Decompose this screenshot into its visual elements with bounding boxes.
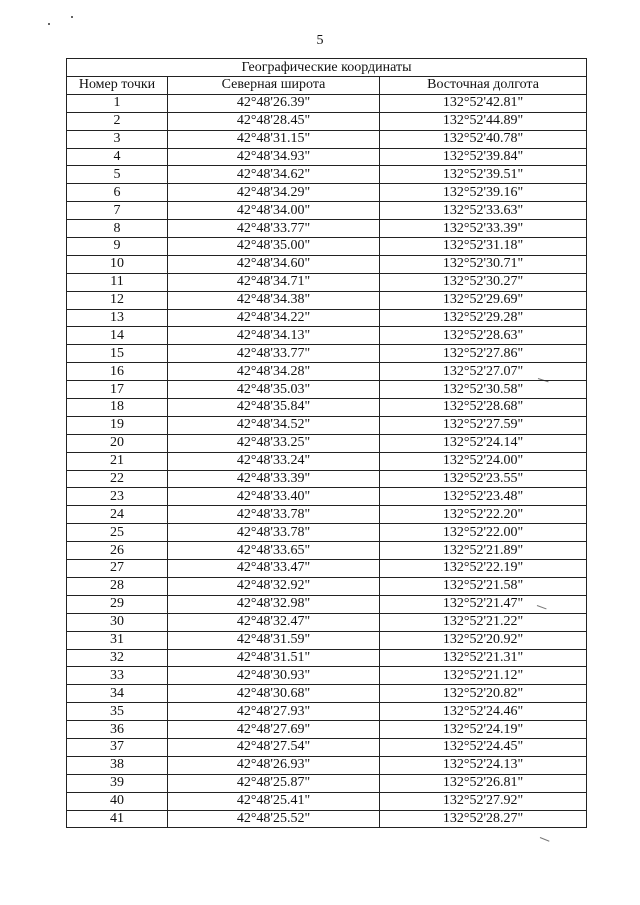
- longitude-cell: 132°52'29.69": [380, 291, 587, 309]
- point-number-cell: 19: [67, 416, 168, 434]
- latitude-cell: 42°48'26.39": [168, 94, 380, 112]
- table-row: [67, 112, 587, 130]
- latitude-cell: 42°48'33.78": [168, 524, 380, 542]
- longitude-cell: 132°52'21.89": [380, 542, 587, 560]
- latitude-cell: 42°48'34.52": [168, 416, 380, 434]
- longitude-cell: 132°52'23.48": [380, 488, 587, 506]
- table-body: [67, 94, 587, 828]
- table-row: [67, 542, 587, 560]
- table-row: [67, 774, 587, 792]
- point-number-cell: 17: [67, 381, 168, 399]
- latitude-cell: 42°48'27.54": [168, 738, 380, 756]
- table-row: [67, 327, 587, 345]
- table-row: [67, 309, 587, 327]
- point-number-cell: 41: [67, 810, 168, 828]
- longitude-cell: 132°52'26.81": [380, 774, 587, 792]
- latitude-cell: 42°48'34.71": [168, 273, 380, 291]
- point-number-cell: 10: [67, 255, 168, 273]
- latitude-cell: 42°48'27.93": [168, 703, 380, 721]
- table-row: [67, 577, 587, 595]
- longitude-cell: 132°52'28.63": [380, 327, 587, 345]
- table-row: [67, 452, 587, 470]
- latitude-cell: 42°48'27.69": [168, 721, 380, 739]
- longitude-cell: 132°52'42.81": [380, 94, 587, 112]
- table-row: [67, 416, 587, 434]
- latitude-cell: 42°48'34.13": [168, 327, 380, 345]
- latitude-cell: 42°48'33.24": [168, 452, 380, 470]
- point-number-cell: 13: [67, 309, 168, 327]
- longitude-cell: 132°52'21.22": [380, 613, 587, 631]
- longitude-cell: 132°52'27.07": [380, 363, 587, 381]
- longitude-cell: 132°52'24.00": [380, 452, 587, 470]
- latitude-cell: 42°48'33.65": [168, 542, 380, 560]
- longitude-cell: 132°52'23.55": [380, 470, 587, 488]
- point-number-cell: 35: [67, 703, 168, 721]
- latitude-cell: 42°48'32.98": [168, 595, 380, 613]
- point-number-cell: 36: [67, 721, 168, 739]
- coordinates-table: [66, 58, 587, 828]
- longitude-cell: 132°52'31.18": [380, 238, 587, 256]
- table-row: [67, 202, 587, 220]
- table-row: [67, 613, 587, 631]
- table-row: [67, 506, 587, 524]
- longitude-cell: 132°52'30.58": [380, 381, 587, 399]
- page-number: 5: [316, 33, 324, 48]
- latitude-cell: 42°48'35.84": [168, 399, 380, 417]
- table-row: [67, 363, 587, 381]
- scan-speck: [71, 16, 73, 18]
- latitude-cell: 42°48'25.87": [168, 774, 380, 792]
- point-number-cell: 23: [67, 488, 168, 506]
- point-number-cell: 34: [67, 685, 168, 703]
- longitude-cell: 132°52'40.78": [380, 130, 587, 148]
- header-north-latitude: Северная широта: [168, 77, 380, 95]
- point-number-cell: 26: [67, 542, 168, 560]
- latitude-cell: 42°48'33.40": [168, 488, 380, 506]
- table-row: [67, 220, 587, 238]
- point-number-cell: 21: [67, 452, 168, 470]
- table-row: [67, 184, 587, 202]
- latitude-cell: 42°48'35.00": [168, 238, 380, 256]
- table-row: [67, 560, 587, 578]
- point-number-cell: 24: [67, 506, 168, 524]
- table-row: [67, 721, 587, 739]
- table-row: [67, 130, 587, 148]
- longitude-cell: 132°52'22.20": [380, 506, 587, 524]
- longitude-cell: 132°52'21.47": [380, 595, 587, 613]
- table-row: [67, 291, 587, 309]
- table-row: [67, 273, 587, 291]
- point-number-cell: 1: [67, 94, 168, 112]
- longitude-cell: 132°52'24.19": [380, 721, 587, 739]
- latitude-cell: 42°48'33.78": [168, 506, 380, 524]
- table-title-row: [67, 59, 587, 77]
- point-number-cell: 30: [67, 613, 168, 631]
- latitude-cell: 42°48'26.93": [168, 756, 380, 774]
- point-number-cell: 11: [67, 273, 168, 291]
- table-row: [67, 649, 587, 667]
- longitude-cell: 132°52'22.00": [380, 524, 587, 542]
- table-row: [67, 255, 587, 273]
- point-number-cell: 32: [67, 649, 168, 667]
- table-row: [67, 166, 587, 184]
- latitude-cell: 42°48'34.93": [168, 148, 380, 166]
- latitude-cell: 42°48'31.15": [168, 130, 380, 148]
- point-number-cell: 14: [67, 327, 168, 345]
- table-row: [67, 381, 587, 399]
- longitude-cell: 132°52'39.16": [380, 184, 587, 202]
- pen-tick-mark: [540, 837, 550, 842]
- latitude-cell: 42°48'25.52": [168, 810, 380, 828]
- longitude-cell: 132°52'22.19": [380, 560, 587, 578]
- point-number-cell: 7: [67, 202, 168, 220]
- point-number-cell: 40: [67, 792, 168, 810]
- longitude-cell: 132°52'39.51": [380, 166, 587, 184]
- longitude-cell: 132°52'27.86": [380, 345, 587, 363]
- point-number-cell: 15: [67, 345, 168, 363]
- longitude-cell: 132°52'27.92": [380, 792, 587, 810]
- table-row: [67, 756, 587, 774]
- longitude-cell: 132°52'33.39": [380, 220, 587, 238]
- latitude-cell: 42°48'34.00": [168, 202, 380, 220]
- point-number-cell: 33: [67, 667, 168, 685]
- longitude-cell: 132°52'33.63": [380, 202, 587, 220]
- latitude-cell: 42°48'31.51": [168, 649, 380, 667]
- point-number-cell: 20: [67, 434, 168, 452]
- table-row: [67, 792, 587, 810]
- table-row: [67, 434, 587, 452]
- latitude-cell: 42°48'35.03": [168, 381, 380, 399]
- latitude-cell: 42°48'30.68": [168, 685, 380, 703]
- point-number-cell: 6: [67, 184, 168, 202]
- latitude-cell: 42°48'31.59": [168, 631, 380, 649]
- point-number-cell: 4: [67, 148, 168, 166]
- latitude-cell: 42°48'33.77": [168, 345, 380, 363]
- table-row: [67, 399, 587, 417]
- latitude-cell: 42°48'33.25": [168, 434, 380, 452]
- table-row: [67, 703, 587, 721]
- table-row: [67, 470, 587, 488]
- longitude-cell: 132°52'24.45": [380, 738, 587, 756]
- point-number-cell: 2: [67, 112, 168, 130]
- table-row: [67, 94, 587, 112]
- point-number-cell: 9: [67, 238, 168, 256]
- point-number-cell: 5: [67, 166, 168, 184]
- point-number-cell: 38: [67, 756, 168, 774]
- latitude-cell: 42°48'34.29": [168, 184, 380, 202]
- point-number-cell: 3: [67, 130, 168, 148]
- table-row: [67, 148, 587, 166]
- point-number-cell: 12: [67, 291, 168, 309]
- table-row: [67, 238, 587, 256]
- longitude-cell: 132°52'24.14": [380, 434, 587, 452]
- latitude-cell: 42°48'32.92": [168, 577, 380, 595]
- longitude-cell: 132°52'29.28": [380, 309, 587, 327]
- table-row: [67, 685, 587, 703]
- point-number-cell: 27: [67, 560, 168, 578]
- point-number-cell: 37: [67, 738, 168, 756]
- longitude-cell: 132°52'44.89": [380, 112, 587, 130]
- table-row: [67, 738, 587, 756]
- longitude-cell: 132°52'21.58": [380, 577, 587, 595]
- table-row: [67, 524, 587, 542]
- longitude-cell: 132°52'24.13": [380, 756, 587, 774]
- latitude-cell: 42°48'33.47": [168, 560, 380, 578]
- point-number-cell: 39: [67, 774, 168, 792]
- longitude-cell: 132°52'28.68": [380, 399, 587, 417]
- point-number-cell: 18: [67, 399, 168, 417]
- latitude-cell: 42°48'34.22": [168, 309, 380, 327]
- table-row: [67, 488, 587, 506]
- point-number-cell: 16: [67, 363, 168, 381]
- point-number-cell: 31: [67, 631, 168, 649]
- longitude-cell: 132°52'30.27": [380, 273, 587, 291]
- latitude-cell: 42°48'34.28": [168, 363, 380, 381]
- scan-speck: [48, 23, 50, 25]
- longitude-cell: 132°52'21.12": [380, 667, 587, 685]
- table-row: [67, 810, 587, 828]
- header-point-number: Номер точки: [67, 77, 168, 95]
- point-number-cell: 25: [67, 524, 168, 542]
- longitude-cell: 132°52'27.59": [380, 416, 587, 434]
- longitude-cell: 132°52'39.84": [380, 148, 587, 166]
- longitude-cell: 132°52'20.82": [380, 685, 587, 703]
- longitude-cell: 132°52'30.71": [380, 255, 587, 273]
- table-header-row: [67, 77, 587, 95]
- point-number-cell: 29: [67, 595, 168, 613]
- latitude-cell: 42°48'25.41": [168, 792, 380, 810]
- header-east-longitude: Восточная долгота: [380, 77, 587, 95]
- longitude-cell: 132°52'21.31": [380, 649, 587, 667]
- latitude-cell: 42°48'28.45": [168, 112, 380, 130]
- longitude-cell: 132°52'24.46": [380, 703, 587, 721]
- latitude-cell: 42°48'34.60": [168, 255, 380, 273]
- point-number-cell: 8: [67, 220, 168, 238]
- table-row: [67, 631, 587, 649]
- table-row: [67, 667, 587, 685]
- latitude-cell: 42°48'34.62": [168, 166, 380, 184]
- longitude-cell: 132°52'28.27": [380, 810, 587, 828]
- table-title: Географические координаты: [67, 59, 587, 77]
- table-row: [67, 595, 587, 613]
- latitude-cell: 42°48'33.77": [168, 220, 380, 238]
- longitude-cell: 132°52'20.92": [380, 631, 587, 649]
- table-row: [67, 345, 587, 363]
- latitude-cell: 42°48'30.93": [168, 667, 380, 685]
- latitude-cell: 42°48'33.39": [168, 470, 380, 488]
- point-number-cell: 28: [67, 577, 168, 595]
- latitude-cell: 42°48'32.47": [168, 613, 380, 631]
- latitude-cell: 42°48'34.38": [168, 291, 380, 309]
- point-number-cell: 22: [67, 470, 168, 488]
